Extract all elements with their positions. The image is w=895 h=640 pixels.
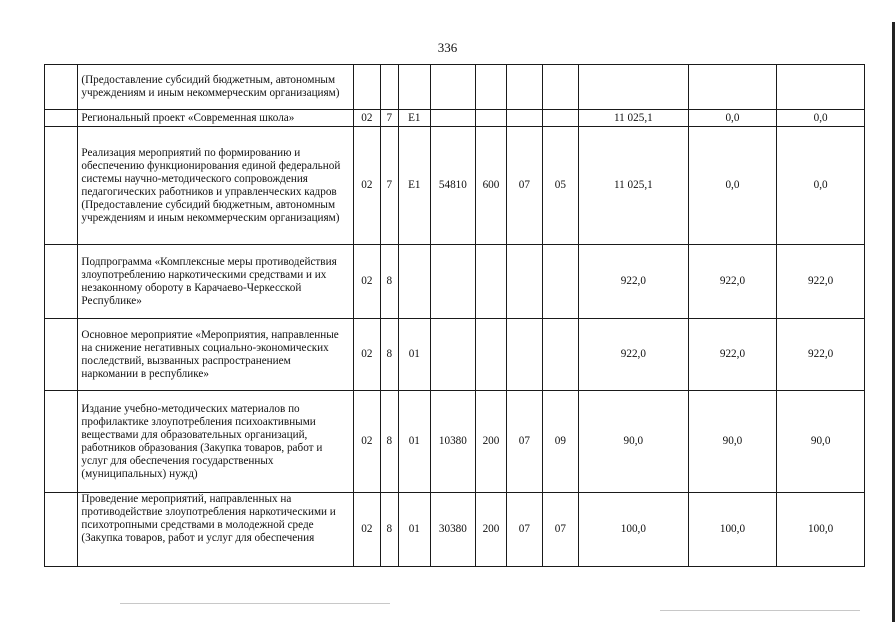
row-name: Подпрограмма «Комплексные меры противодействия злоупотреблению наркотическими средствами и их незаконному обороту в Карачаево-Черкесской Республике» <box>78 245 353 319</box>
code-program: 02 <box>353 245 380 319</box>
row-name: Проведение мероприятий, направленных на противодействие злоупотребления наркотическими и психотропными средствами в молодежной среде (Закупка товаров, работ и услуг для обеспечения <box>78 493 353 567</box>
row-index-cell <box>45 391 78 493</box>
row-name: Основное мероприятие «Мероприятия, направленные на снижение негативных социально-экономических последствий, вызванных распространением наркомании в республике» <box>78 319 353 391</box>
amount-year-3: 90,0 <box>777 391 865 493</box>
table-row <box>45 245 865 319</box>
code-subsection <box>542 319 579 391</box>
scan-artifact-line <box>120 603 390 604</box>
code-subsection <box>542 65 579 110</box>
code-section <box>507 319 542 391</box>
code-program: 02 <box>353 110 380 127</box>
amount-year-2: 0,0 <box>688 127 777 245</box>
code-section: 07 <box>507 127 542 245</box>
amount-year-3: 0,0 <box>777 127 865 245</box>
code-direction: 10380 <box>430 391 475 493</box>
code-expense-type <box>475 245 506 319</box>
code-subsection <box>542 245 579 319</box>
row-index-cell <box>45 127 78 245</box>
amount-year-1 <box>579 65 689 110</box>
amount-year-1: 11 025,1 <box>579 127 689 245</box>
code-event: E1 <box>398 110 430 127</box>
code-program: 02 <box>353 127 380 245</box>
code-direction <box>430 110 475 127</box>
code-expense-type <box>475 319 506 391</box>
code-subprogram: 8 <box>380 245 398 319</box>
amount-year-3 <box>777 65 865 110</box>
code-event <box>398 65 430 110</box>
code-expense-type <box>475 65 506 110</box>
code-subprogram: 8 <box>380 319 398 391</box>
row-index-cell <box>45 493 78 567</box>
code-section <box>507 245 542 319</box>
amount-year-2 <box>688 65 777 110</box>
code-direction <box>430 65 475 110</box>
code-subsection: 05 <box>542 127 579 245</box>
amount-year-3: 922,0 <box>777 245 865 319</box>
code-section <box>507 110 542 127</box>
row-name: Издание учебно-методических материалов по профилактике злоупотребления психоактивными веществами для образовательных организаций, работников образования (Закупка товаров, работ и услуг для обеспечения государственных (муниципальных) нужд) <box>78 391 353 493</box>
amount-year-3: 100,0 <box>777 493 865 567</box>
code-event: E1 <box>398 127 430 245</box>
code-expense-type: 600 <box>475 127 506 245</box>
code-program <box>353 65 380 110</box>
code-program: 02 <box>353 319 380 391</box>
amount-year-2: 100,0 <box>688 493 777 567</box>
table-row <box>45 65 865 110</box>
amount-year-2: 90,0 <box>688 391 777 493</box>
amount-year-1: 11 025,1 <box>579 110 689 127</box>
code-event: 01 <box>398 319 430 391</box>
row-name: Реализация мероприятий по формированию и обеспечению функционирования единой федеральной системы научно-методического сопровождения педагогических работников и управленческих кадров (Предоставление субсидий бюджетным, автономным учреждениям и иным некоммерческим организациям) <box>78 127 353 245</box>
code-expense-type <box>475 110 506 127</box>
code-direction <box>430 319 475 391</box>
code-event: 01 <box>398 391 430 493</box>
amount-year-1: 922,0 <box>579 245 689 319</box>
amount-year-2: 0,0 <box>688 110 777 127</box>
amount-year-1: 90,0 <box>579 391 689 493</box>
code-direction: 54810 <box>430 127 475 245</box>
scan-artifact-line <box>660 610 860 611</box>
code-expense-type: 200 <box>475 391 506 493</box>
code-section <box>507 65 542 110</box>
code-section: 07 <box>507 391 542 493</box>
row-index-cell <box>45 245 78 319</box>
code-subprogram: 7 <box>380 110 398 127</box>
table-row <box>45 493 865 567</box>
table-row <box>45 391 865 493</box>
code-event <box>398 245 430 319</box>
table-row <box>45 127 865 245</box>
amount-year-3: 922,0 <box>777 319 865 391</box>
code-direction: 30380 <box>430 493 475 567</box>
row-name: (Предоставление субсидий бюджетным, автономным учреждениям и иным некоммерческим организациям) <box>78 65 353 110</box>
budget-table <box>44 64 865 567</box>
code-program: 02 <box>353 391 380 493</box>
amount-year-1: 100,0 <box>579 493 689 567</box>
code-expense-type: 200 <box>475 493 506 567</box>
code-subprogram <box>380 65 398 110</box>
row-name: Региональный проект «Современная школа» <box>78 110 353 127</box>
amount-year-1: 922,0 <box>579 319 689 391</box>
code-subprogram: 7 <box>380 127 398 245</box>
table-row <box>45 110 865 127</box>
amount-year-2: 922,0 <box>688 245 777 319</box>
table-row <box>45 319 865 391</box>
code-subprogram: 8 <box>380 493 398 567</box>
code-subsection: 09 <box>542 391 579 493</box>
amount-year-3: 0,0 <box>777 110 865 127</box>
code-program: 02 <box>353 493 380 567</box>
amount-year-2: 922,0 <box>688 319 777 391</box>
code-subsection <box>542 110 579 127</box>
row-index-cell <box>45 110 78 127</box>
code-subsection: 07 <box>542 493 579 567</box>
code-section: 07 <box>507 493 542 567</box>
page-number: 336 <box>437 40 458 55</box>
row-index-cell <box>45 65 78 110</box>
code-event: 01 <box>398 493 430 567</box>
code-direction <box>430 245 475 319</box>
code-subprogram: 8 <box>380 391 398 493</box>
row-index-cell <box>45 319 78 391</box>
